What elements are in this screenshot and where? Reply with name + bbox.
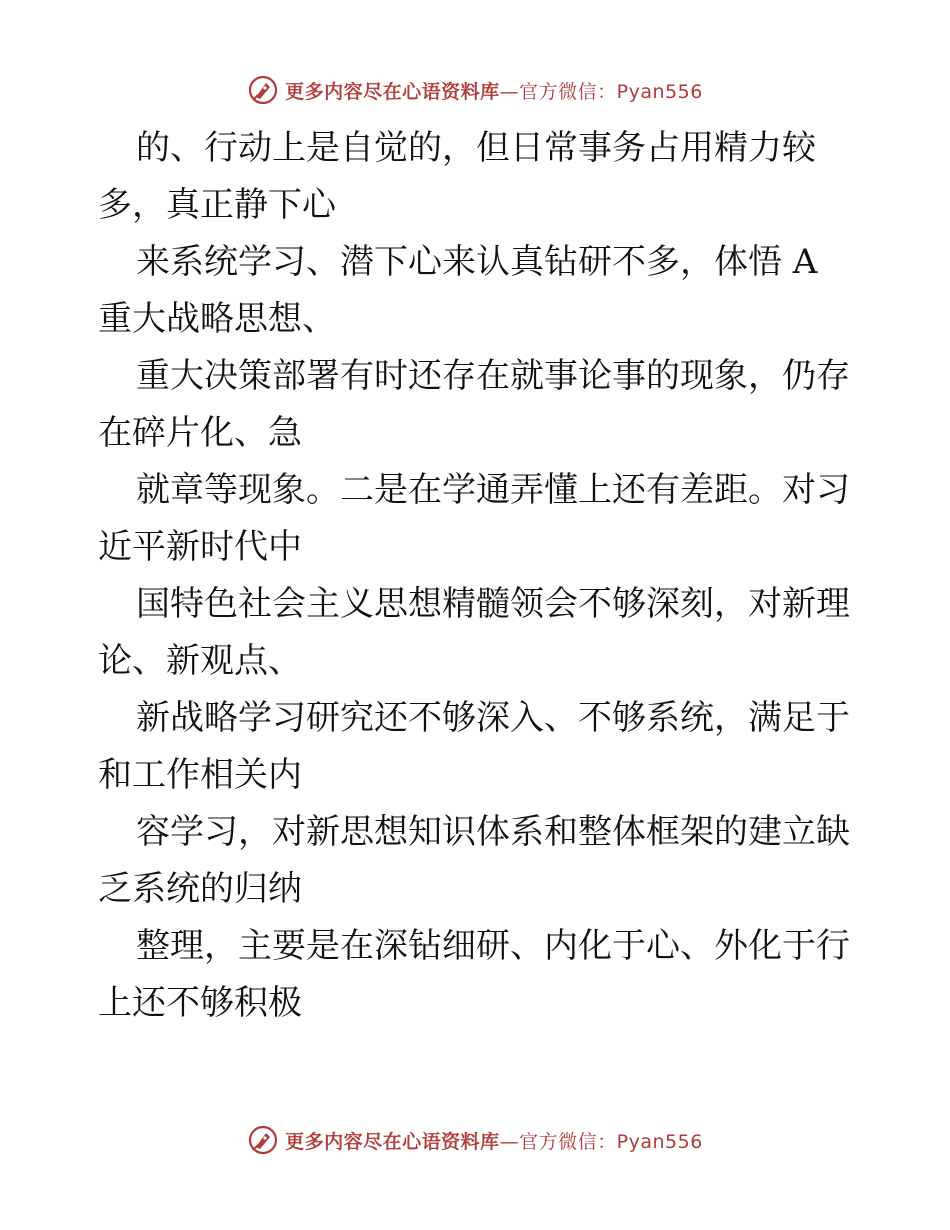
pen-nib-circle-icon	[247, 1124, 279, 1156]
paragraph	[98, 690, 858, 804]
paragraph-line: 重大决策部署有时还存在就事论事的现象，仍存	[136, 356, 850, 396]
paragraph-line: 容学习，对新思想知识体系和整体框架的建立缺	[136, 812, 850, 852]
paragraph-line: 整理，主要是在深钻细研、内化于心、外化于行	[136, 926, 850, 966]
paragraph-line: 多，真正静下心	[98, 185, 336, 225]
footer-brand: 更多内容尽在心语资料库	[285, 1130, 500, 1153]
paragraph-line: 在碎片化、急	[98, 413, 302, 453]
paragraph-line: 乏系统的归纳	[98, 869, 302, 909]
pen-nib-circle-icon	[247, 74, 279, 106]
paragraph-line: 和工作相关内	[98, 755, 302, 795]
header-dash: —	[499, 80, 520, 103]
paragraph-line: 就章等现象。二是在学通弄懂上还有差距。对习	[136, 470, 850, 510]
paragraph-line: 论、新观点、	[98, 641, 302, 681]
header-brand: 更多内容尽在心语资料库	[285, 80, 500, 103]
paragraph-line: 重大战略思想、	[98, 299, 336, 339]
paragraph	[98, 462, 858, 576]
document-body	[98, 120, 858, 1032]
header-contact: 官方微信：Pyan556	[519, 80, 703, 103]
paragraph-line: 国特色社会主义思想精髓领会不够深刻，对新理	[136, 584, 850, 624]
paragraph-line: 近平新时代中	[98, 527, 302, 567]
paragraph	[98, 804, 858, 918]
paragraph	[98, 120, 858, 234]
paragraph-line: 上还不够积极	[98, 983, 302, 1023]
paragraph-line: 来系统学习、潜下心来认真钻研不多，体悟 A	[136, 242, 818, 282]
paragraph	[98, 234, 858, 348]
paragraph-line: 新战略学习研究还不够深入、不够系统，满足于	[136, 698, 850, 738]
paragraph	[98, 348, 858, 462]
paragraph-line: 的、行动上是自觉的，但日常事务占用精力较	[136, 128, 816, 168]
footer-watermark	[0, 1120, 950, 1160]
footer-contact: 官方微信：Pyan556	[519, 1130, 703, 1153]
footer-dash: —	[499, 1130, 520, 1153]
paragraph	[98, 918, 858, 1032]
paragraph	[98, 576, 858, 690]
header-watermark	[0, 70, 950, 110]
